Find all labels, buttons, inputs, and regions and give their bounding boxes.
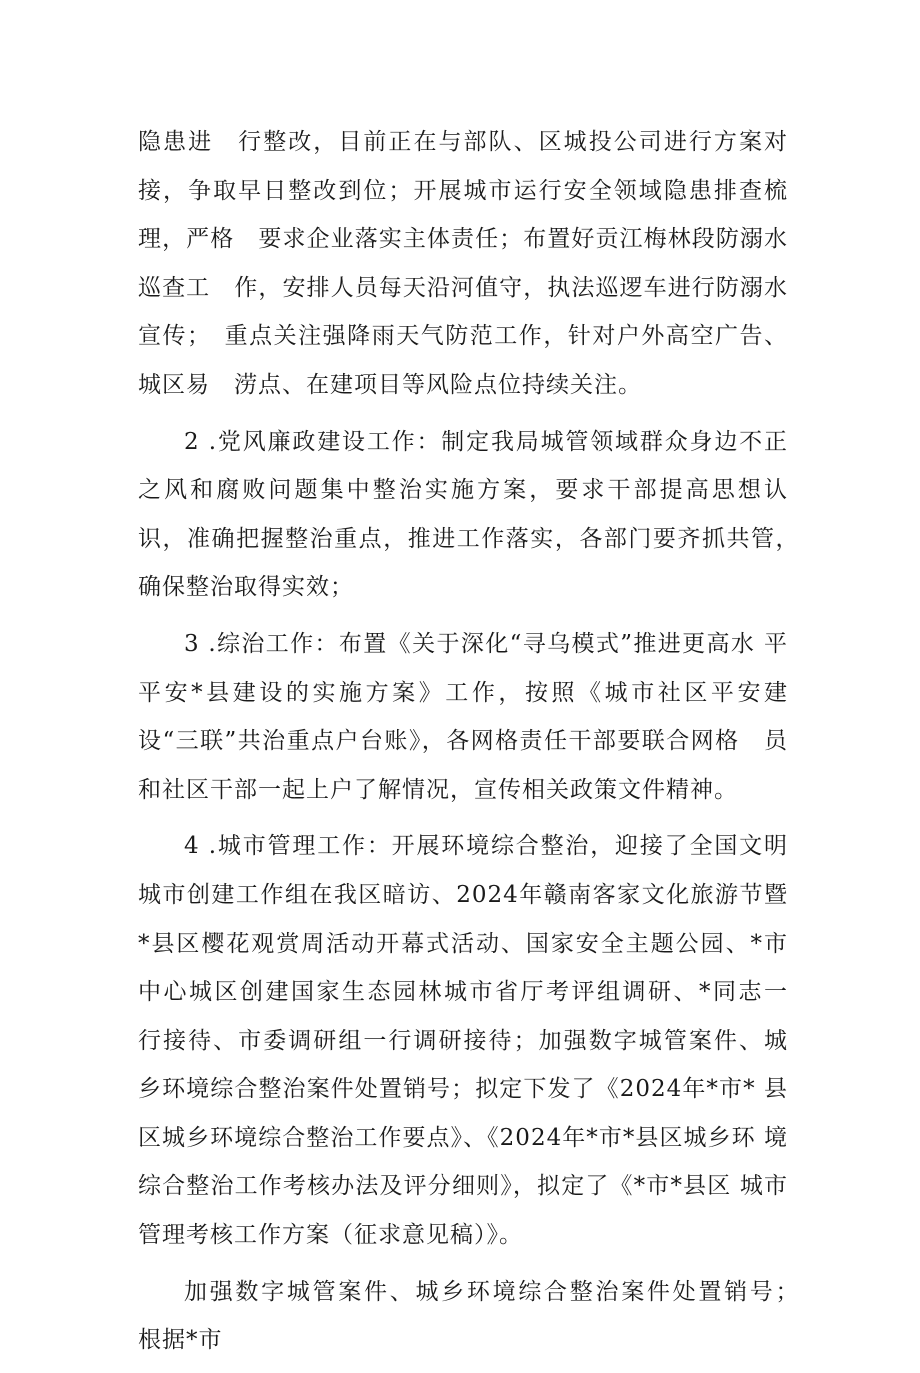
paragraph-continuation: 隐患进 行整改，目前正在与部队、区城投公司进行方案对接，争取早日整改到位；开展城市运行安全领域隐患排查梳理，严格 要求企业落实主体责任；布置好贡江梅林段防溺水巡查工 作，安排人员每天沿河值守，执法巡逻车进行防溺水宣传； 重点关注强降雨天气防范工作，针对户外高空广告、城区易 涝点、在建项目等风险点位持续关注。 bbox=[138, 129, 788, 398]
paragraph-party-conduct: 2 .党风廉政建设工作：制定我局城管领域群众身边不正 之风和腐败问题集中整治实施方案，要求干部提高思想认 识，准确把握整治重点，推进工作落实，各部门要齐抓共管， 确保整治取得实效； bbox=[138, 428, 812, 601]
paragraph-comprehensive-governance: 3 .综治工作：布置《关于深化“寻乌模式”推进更高水 平平安*县建设的实施方案》工作，按照《城市社区平安建 设“三联”共治重点户台账》，各网格责任干部要联合网格 员和社区干部一起上户了解情况，宣传相关政策文件精神。 bbox=[138, 630, 788, 803]
paragraph-city-management: 4 .城市管理工作：开展环境综合整治，迎接了全国文明 城市创建工作组在我区暗访、2024年赣南客家文化旅游节暨 *县区樱花观赏周活动开幕式活动、国家安全主题公园、*市 中心城区创建国家生态园林城市省厅考评组调研、*同志一 行接待、市委调研组一行调研接待；加强数字城管案件、城 乡环境综合整治案件处置销号；拟定下发了《2024年*市* 县区城乡环境综合整治工作要点》、《2024年*市*县区城乡环 境综合整治工作考核办法及评分细则》，拟定了《*市*县区 城市管理考核工作方案（征求意见稿）》。 bbox=[138, 833, 812, 1249]
document-body bbox=[138, 118, 812, 1373]
paragraph-digital-cases: 加强数字城管案件、城乡环境综合整治案件处置销号； 根据*市 bbox=[138, 1278, 812, 1354]
